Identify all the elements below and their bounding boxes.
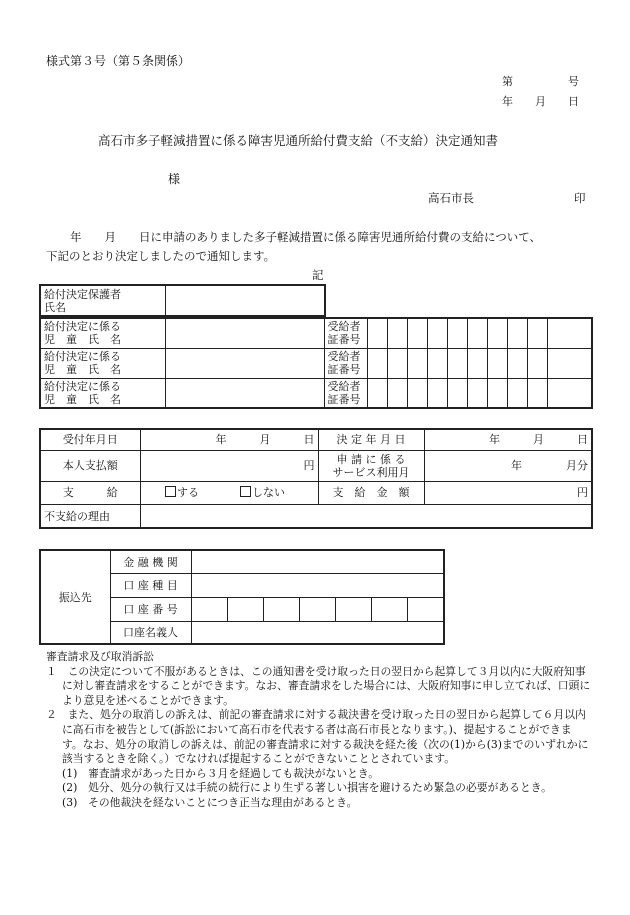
account-type-label: 口 座 種 目 — [110, 574, 191, 598]
decision-table — [39, 428, 593, 529]
pay-no-checkbox[interactable]: しない — [240, 486, 285, 499]
intro-line-1: 年 月 日に申請のありました多子軽減措置に係る障害児通所給付費の支給について、 — [70, 230, 542, 244]
payment-amount-value: 円 — [424, 481, 592, 504]
account-holder-label: 口座名義人 — [110, 622, 191, 644]
certificate-number-label: 受給者 証番号 — [324, 348, 367, 378]
non-payment-reason-cell — [140, 505, 592, 529]
appeal-heading: 審査請求及び取消訴訟 — [46, 650, 154, 663]
appeal-sub-item-3: (3) その他裁決を経ないことにつき正当な理由があるとき。 — [62, 795, 358, 809]
received-date-label: 受付年月日 — [40, 429, 140, 450]
guardian-table — [39, 284, 326, 317]
appeal-sub-item-2: (2) 処分、処分の執行又は手続の続行により生ずる著しい損害を避けるため緊急の必要があるとき。 — [62, 781, 552, 795]
payment-options — [140, 481, 318, 504]
appeal-section — [46, 650, 591, 811]
child-row — [40, 378, 592, 408]
service-month-label: 申 請 に 係 る サービス利用月 — [318, 450, 424, 481]
appeal-item-2: ２ また、処分の取消しの訴えは、前記の審査請求に対する裁決書を受け取った日の翌日から起算して６月以内に高石市を被告として(訴訟において高石市を代表する者は高石市長となります。)、提起することができます。なお、処分の取消しの訴えは、前記の審査請求に対する裁決を経た後（次の(1)から(3)までのいずれかに該当するときを除く。）でなければ提起することができないこととされています。 — [46, 708, 589, 766]
non-payment-reason-label: 不支給の理由 — [40, 505, 140, 529]
document-number-label: 第 号 — [502, 75, 579, 88]
certificate-number-label: 受給者 証番号 — [324, 378, 367, 408]
child-row — [40, 348, 592, 378]
child-name-cell — [165, 318, 324, 348]
account-type-cell — [191, 574, 444, 598]
intro-line-2: 下記のとおり決定しましたので通知します。 — [46, 249, 276, 263]
received-date-value: 年 月 日 — [140, 429, 318, 450]
children-table — [39, 317, 593, 409]
seal-mark: 印 — [574, 191, 586, 205]
addressee-suffix: 様 — [168, 172, 181, 186]
self-payment-label: 本人支払額 — [40, 450, 140, 481]
account-number-label: 口 座 番 号 — [110, 597, 191, 622]
self-payment-value: 円 — [140, 450, 318, 481]
decision-date-label: 決 定 年 月 日 — [318, 429, 424, 450]
appeal-item-1: １ この決定について不服があるときは、この通知書を受け取った日の翌日から起算して３月以内に大阪府知事に対し審査請求をすることができます。なお、審査請求をした場合には、大阪府知事に申し立てれば、口頭により意見を述べることができます。 — [46, 664, 591, 707]
ki-label: 記 — [312, 268, 324, 282]
bank-label: 金 融 機 関 — [110, 550, 191, 574]
decision-date-value: 年 月 日 — [424, 429, 592, 450]
child-name-cell — [165, 378, 324, 408]
certificate-number-label: 受給者 証番号 — [324, 318, 367, 348]
payment-amount-label: 支 給 金 額 — [318, 481, 424, 504]
payment-label: 支 給 — [40, 481, 140, 504]
transfer-destination-label: 振込先 — [40, 550, 110, 644]
appeal-sub-item-1: (1) 審査請求があった日から３月を経過しても裁決がないとき。 — [62, 766, 380, 780]
document-title: 高石市多子軽減措置に係る障害児通所給付費支給（不支給）決定通知書 — [98, 133, 499, 148]
child-row — [40, 318, 592, 348]
service-month-value: 年 月分 — [424, 450, 592, 481]
child-name-label: 給付決定に係る 児 童 氏 名 — [40, 318, 165, 348]
transfer-table — [39, 549, 445, 645]
child-name-label: 給付決定に係る 児 童 氏 名 — [40, 378, 165, 408]
form-number: 様式第３号（第５条関係） — [46, 54, 191, 68]
guardian-label: 給付決定保護者 氏名 — [40, 285, 165, 316]
bank-cell — [191, 550, 444, 574]
issue-date-label: 年 月 日 — [502, 95, 579, 108]
child-name-cell — [165, 348, 324, 378]
account-holder-cell — [191, 622, 444, 644]
pay-yes-checkbox[interactable]: する — [165, 486, 199, 499]
issuer-name: 高石市長 — [428, 191, 474, 205]
guardian-name-cell — [165, 285, 325, 316]
child-name-label: 給付決定に係る 児 童 氏 名 — [40, 348, 165, 378]
